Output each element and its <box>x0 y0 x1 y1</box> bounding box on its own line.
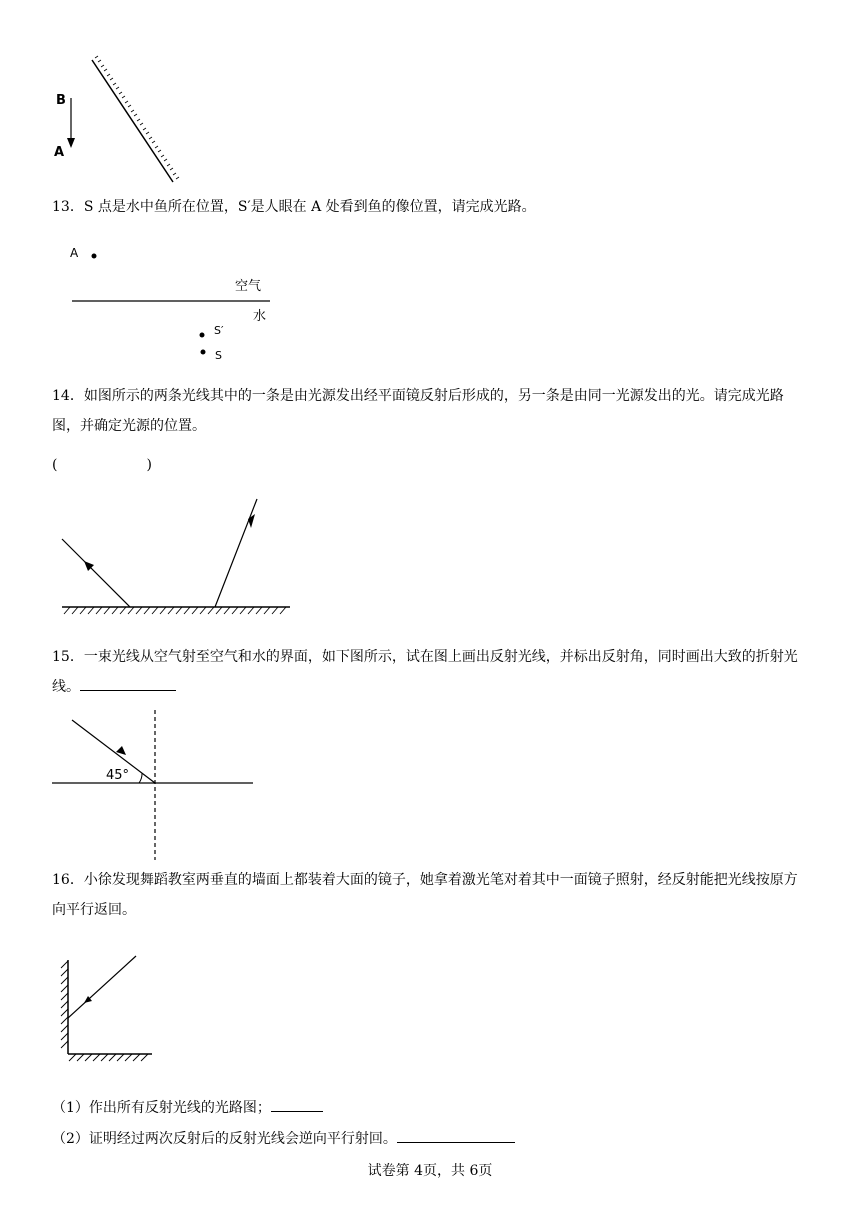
q12-figure <box>40 50 200 190</box>
vertical-mirror <box>61 960 68 1054</box>
q15-figure <box>50 708 260 863</box>
q14-answer-paren: ( ) <box>52 457 152 473</box>
q15-answer-blank[interactable] <box>80 676 176 691</box>
angle-label: 45° <box>106 768 130 783</box>
angle-arc <box>139 773 142 783</box>
ray-left-outgoing <box>62 539 130 607</box>
q15-question: 15．一束光线从空气射至空气和水的界面，如下图所示，试在图上画出反射光线，并标出反射角，同时画出大致的折射光线。 <box>52 649 798 695</box>
label-b: B <box>56 93 66 108</box>
q16-sub2-text: （2）证明经过两次反射后的反射光线会逆向平行射回。 <box>52 1131 397 1147</box>
q16-sub1-text: （1）作出所有反射光线的光路图； <box>52 1100 271 1116</box>
point-a <box>92 254 97 259</box>
q16-sub1 <box>52 1093 323 1123</box>
label-s-prime: S′ <box>214 324 224 337</box>
label-water: 水 <box>253 309 267 324</box>
horizontal-mirror <box>68 1054 152 1061</box>
q15-text <box>52 642 810 702</box>
laser-ray <box>68 956 136 1018</box>
q16-text: 16．小徐发现舞蹈教室两垂直的墙面上都装着大面的镜子，她拿着激光笔对着其中一面镜子照射，经反射能把光线按原方向平行返回。 <box>52 872 798 918</box>
label-a: A <box>54 145 65 160</box>
q16-sub1-blank[interactable] <box>271 1097 323 1112</box>
point-s-prime <box>200 333 205 338</box>
label-air: 空气 <box>235 279 262 294</box>
ray-right-incoming <box>215 499 257 607</box>
q16-sub2 <box>52 1124 515 1154</box>
page-footer: 试卷第 4页，共 6页 <box>367 1163 493 1179</box>
label-a: A <box>70 246 79 260</box>
label-s: S <box>215 349 222 362</box>
q14-figure <box>50 490 300 620</box>
arrow-ba <box>67 98 75 148</box>
plane-mirror <box>62 607 290 614</box>
q13-figure <box>60 238 290 368</box>
q16-figure <box>52 950 162 1065</box>
q16-sub2-blank[interactable] <box>397 1128 515 1143</box>
q14-text: 14．如图所示的两条光线其中的一条是由光源发出经平面镜反射后形成的，另一条是由同一光源发出的光。请完成光路图，并确定光源的位置。 <box>52 388 784 434</box>
point-s <box>201 350 206 355</box>
inclined-mirror <box>92 56 179 182</box>
q13-text: 13．S 点是水中鱼所在位置，S′是人眼在 A 处看到鱼的像位置，请完成光路。 <box>52 199 536 215</box>
